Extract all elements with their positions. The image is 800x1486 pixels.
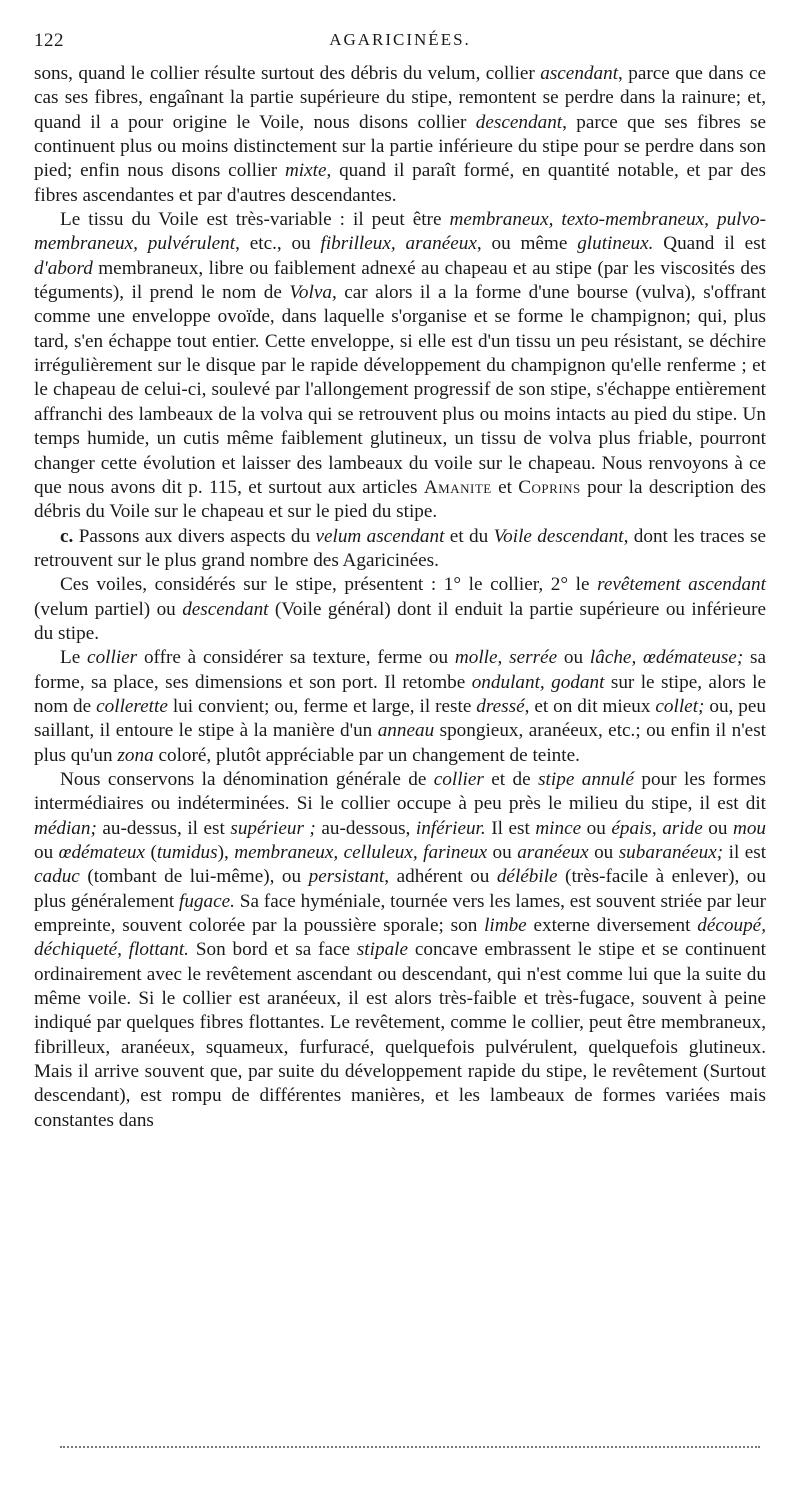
italic-run: ascendant <box>540 63 619 84</box>
text-run: concave embrassent le stipe et se continuent ordinairement avec le revêtement ascendant ou descendant, qui n'est comme lui que la suite du même voile. Si le collier est aranéeux, il est alors très-faible et très-fugace, souvent à peine indiqué par quelques fibres flottantes. Le revêtement, comme le collier, peut être membraneux, fibrilleux, aranéeux, squameux, furfuracé, quelquefois pulvérulent, quelquefois glutineux. Mais il arrive souvent que, par suite du développement rapide du stipe, le revêtement (Surtout descendant), est rompu de différentes manières, et les lambeaux de formes variées mais constantes dans <box>34 939 766 1131</box>
text-run: , et on dit mieux <box>524 695 656 717</box>
italic-run: caduc <box>34 866 80 888</box>
text-run: ( <box>144 842 157 863</box>
italic-run: Voile descendant <box>493 525 624 547</box>
italic-run: subaranéeux; <box>618 842 724 863</box>
text-run: coloré, plutôt appréciable par un changement de teinte. <box>153 744 580 766</box>
text-run: au-dessus, il est <box>96 817 231 839</box>
text-run: Nous conservons la dénomination générale de <box>60 768 434 790</box>
italic-run: fugace. <box>179 890 235 912</box>
page-header <box>34 30 766 54</box>
text-run: Ces voiles, considérés sur le stipe, présentent : 1° le collier, 2° le <box>60 574 598 596</box>
text-run: offre à considérer sa texture, ferme ou <box>137 647 455 669</box>
italic-run: zona <box>117 744 154 766</box>
text-run: , parce que ses fibres se continuent plus ou moins distinctement sur la partie inférieure du stipe pour se perdre dans son pied; enfin nous disons collier <box>34 111 767 182</box>
text-run: spongieux, aranéeux, etc.; ou enfin il n'est plus qu'un <box>34 720 766 766</box>
italic-run: collet; <box>655 695 705 717</box>
running-head: AGARICINÉES. <box>329 30 471 49</box>
italic-run: ondulant, godant <box>471 671 605 693</box>
italic-run: aranéeux <box>517 842 589 863</box>
italic-run: glutineux. <box>577 233 654 255</box>
text-run: Le <box>60 647 88 669</box>
smallcaps-run: Coprins <box>518 476 581 498</box>
text-run: lui convient; ou, ferme et large, il reste <box>167 695 477 717</box>
text-run: Passons aux divers aspects du <box>73 525 316 547</box>
text-run: , quand il paraît formé, en quantité notable, et par des fibres ascendantes et par d'autres descendantes. <box>34 160 766 206</box>
text-run: sur le stipe, alors le nom de <box>34 671 766 717</box>
italic-run: membraneux, texto-membraneux, pulvo-membraneux, pulvérulent <box>34 209 766 255</box>
text-run: il est <box>723 842 767 863</box>
italic-run: serrée <box>509 647 558 669</box>
text-run: (Voile général) dont il enduit la partie supérieure ou inférieure du stipe. <box>34 598 766 644</box>
text-run: pour les formes intermédiaires ou indéterminées. Si le collier occupe à peu près le milieu du stipe, il est dit <box>34 768 766 815</box>
text-run: ou <box>557 647 590 669</box>
text-run: ou <box>487 842 518 863</box>
text-run: Il est <box>485 817 536 839</box>
text-run: sa forme, sa place, ses dimensions et son port. Il retombe <box>34 647 767 693</box>
text-run: Le tissu du Voile est très-variable : il peut être <box>60 209 450 231</box>
italic-run: inférieur. <box>415 817 486 839</box>
italic-run: médian; <box>34 817 97 839</box>
text-run: et de <box>483 768 539 790</box>
paragraph <box>34 525 766 574</box>
text-run: ou <box>588 842 619 863</box>
italic-run: revêtement ascendant <box>597 574 766 596</box>
text-run: Sa face hyméniale, tournée vers les lames, est souvent striée par leur empreinte, souvent colorée par la poussière sporale; son <box>34 890 767 937</box>
italic-run: mince <box>535 817 582 839</box>
italic-run: découpé, déchiqueté, flottant. <box>34 915 766 961</box>
italic-run: Volva <box>289 282 332 304</box>
paragraph <box>34 768 766 1133</box>
italic-run: stipale <box>356 939 409 961</box>
italic-run: tumidus <box>156 842 218 863</box>
text-run: , parce que dans ce cas ses fibres, engaînant la partie supérieure du stipe, remontent se perdre dans la rainure; et, quand il a pour origine le Voile, nous disons collier <box>34 63 766 133</box>
page-number: 122 <box>34 30 64 51</box>
paragraph <box>34 573 766 646</box>
text-run: Son bord et sa face <box>188 939 357 961</box>
italic-run: délébile <box>496 866 558 888</box>
italic-run: fibrilleux, aranéeux <box>320 233 477 255</box>
italic-run: velum ascendant <box>315 525 445 547</box>
text-run: sons, quand le collier résulte surtout des débris du velum, collier <box>34 63 541 84</box>
text-run: , car alors il a la forme d'une bourse (vulva), s'offrant comme une enveloppe ovoïde, dans laquelle s'organise et se forme le champignon; qui, plus tard, s'en échappe tout entier. Cette enveloppe, si elle est d'un tissu un peu résistant, se déchire irrégulièrement sur le disque par le rapide développement du champignon qu'elle renferme ; et le chapeau de celui-ci, soulevé par l'allongement progressif de son stipe, s'échappe entièrement affranchi des lambeaux de la volva qui se retrouvent plus ou moins intacts au pied du stipe. Un temps humide, un cutis même faiblement glutineux, un tissu de volva plus friable, pourront changer cette évolution et laisser des lambeaux du voile sur le chapeau. Nous renvoyons à ce que nous avons dit p. 115, et surtout aux articles <box>34 282 766 498</box>
text-run: ou, peu saillant, il entoure le stipe à la manière d'un <box>34 695 767 742</box>
italic-run: collier <box>433 768 484 790</box>
footer-dotted-rule <box>60 1446 760 1448</box>
text-run: Quand il est <box>653 233 766 255</box>
text-run: (tombant de lui-même), ou <box>79 866 309 888</box>
section-marker: c. <box>60 525 74 547</box>
body-text <box>34 62 766 1133</box>
text-run: et <box>491 476 519 498</box>
text-run: , adhérent ou <box>384 866 497 888</box>
text-run: ou <box>34 842 59 863</box>
paragraph <box>34 62 766 208</box>
italic-run: supérieur ; <box>230 817 316 839</box>
smallcaps-run: Amanite <box>423 476 492 498</box>
text-run: ou <box>702 817 733 839</box>
italic-run: d'abord <box>34 257 93 279</box>
text-run: ou <box>581 817 612 839</box>
italic-run: collerette <box>96 695 168 717</box>
italic-run: lâche, œdémateuse; <box>589 647 744 669</box>
italic-run: collier <box>87 647 138 669</box>
italic-run: œdémateux <box>58 842 145 863</box>
text-run: au-dessous, <box>315 817 416 839</box>
text-run: pour la description des débris du Voile sur le chapeau et sur le pied du stipe. <box>34 476 766 523</box>
italic-run: descendant <box>475 111 563 133</box>
italic-run: molle <box>454 647 498 669</box>
text-run: (velum partiel) ou <box>34 598 183 620</box>
text-run: membraneux, libre ou faiblement adnexé au chapeau et au stipe (par les viscosités des téguments), il prend le nom de <box>34 257 766 304</box>
italic-run: descendant <box>182 598 269 620</box>
italic-run: limbe <box>484 915 527 937</box>
text-run: ), <box>217 842 235 863</box>
text-run: , ou même <box>476 233 578 255</box>
text-run: , <box>497 647 510 669</box>
italic-run: mou <box>732 817 767 839</box>
text-run: , etc., ou <box>235 233 321 255</box>
text-run: et du <box>444 525 494 547</box>
italic-run: dressé <box>476 695 525 717</box>
italic-run: persistant <box>308 866 385 888</box>
italic-run: épais, aride <box>611 817 703 839</box>
paragraph <box>34 208 766 524</box>
text-run: (très-facile à enlever), ou plus généralement <box>34 866 766 912</box>
text-run: externe diversement <box>526 915 698 937</box>
paragraph <box>34 646 766 768</box>
italic-run: stipe annulé <box>538 768 634 790</box>
italic-run: mixte <box>284 160 327 182</box>
text-run: , dont les traces se retrouvent sur le plus grand nombre des Agaricinées. <box>34 525 766 571</box>
italic-run: membraneux, celluleux, farineux <box>234 842 488 863</box>
italic-run: anneau <box>377 720 435 742</box>
